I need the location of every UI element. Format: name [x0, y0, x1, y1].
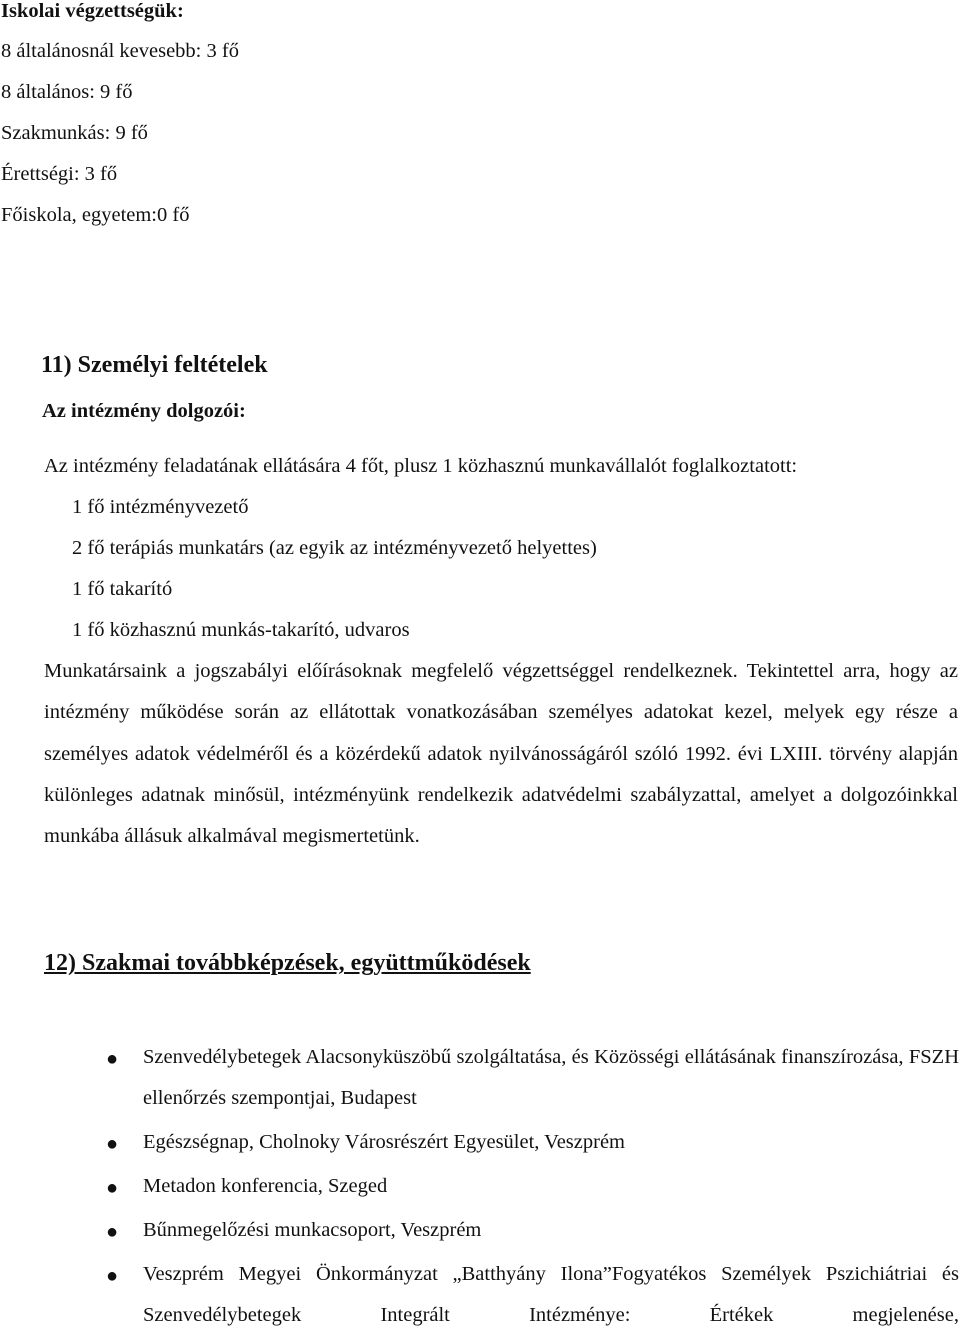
bullet-icon: ● [106, 1177, 119, 1199]
bullet-icon: ● [106, 1221, 119, 1243]
section-11-title: 11) Személyi feltételek [41, 352, 268, 378]
staff-paragraph: Munkatársaink a jogszabályi előírásoknak megfelelő végzettséggel rendelkeznek. Tekintettel arra, hogy az intézmény működése során az ellátottak vonatkozásában személyes adatokat kezel, melyek egy része a személyes adatok védelméről és a közérdekű adatok nyilvánosságáról szóló 1992. évi LXIII. törvény alapján különleges adatnak minősül, intézményünk rendelkezik adatvédelmi szabályzattal, amelyet a dolgozóinkkal munkába állásuk alkalmával megismertetünk. [44, 660, 958, 848]
training-item: Szenvedélybetegek Alacsonyküszöbű szolgáltatása, és Közösségi ellátásának finanszírozása, FSZH ellenőrzés szempontjai, Budapest [143, 1046, 959, 1110]
education-item: Szakmunkás: 9 fő [1, 122, 148, 144]
education-item: Érettségi: 3 fő [1, 163, 118, 185]
education-heading: Iskolai végzettségük: [1, 0, 184, 22]
staff-item: 1 fő közhasznú munkás-takarító, udvaros [72, 619, 410, 641]
education-item: 8 általánosnál kevesebb: 3 fő [1, 40, 239, 62]
section-12-title: 12) Szakmai továbbképzések, együttműködések [44, 950, 531, 976]
training-item: Veszprém Megyei Önkormányzat „Batthyány Ilona”Fogyatékos Személyek Pszichiátriai és Szenvedélybetegek Integrált Intézménye: Értékek megjelenése, [143, 1263, 959, 1327]
bullet-icon: ● [106, 1133, 119, 1155]
staff-item: 1 fő takarító [72, 578, 173, 600]
training-item: Metadon konferencia, Szeged [143, 1175, 388, 1197]
staff-item: 2 fő terápiás munkatárs (az egyik az intézményvezető helyettes) [72, 537, 597, 559]
education-item: Főiskola, egyetem:0 fő [1, 204, 190, 226]
staff-intro: Az intézmény feladatának ellátására 4 főt, plusz 1 közhasznú munkavállalót foglalkoztatott: [44, 455, 798, 477]
training-item: Egészségnap, Cholnoky Városrészért Egyesület, Veszprém [143, 1131, 626, 1153]
education-item: 8 általános: 9 fő [1, 81, 133, 103]
training-item: Bűnmegelőzési munkacsoport, Veszprém [143, 1219, 482, 1241]
bullet-icon: ● [106, 1048, 119, 1070]
section-11-subtitle: Az intézmény dolgozói: [42, 400, 246, 422]
bullet-icon: ● [106, 1265, 119, 1287]
staff-item: 1 fő intézményvezető [72, 496, 249, 518]
